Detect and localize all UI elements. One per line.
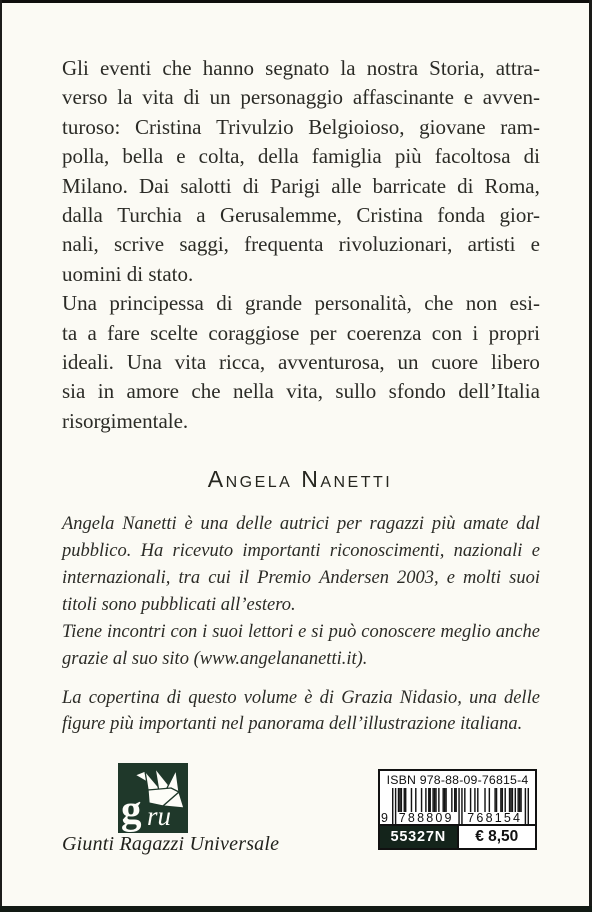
isbn-label: ISBN 978-88-09-76815-4	[386, 773, 529, 787]
text-line: dalla Turchia a Gerusalemme, Cristina fonda gior-	[62, 203, 540, 228]
author-bio	[62, 511, 540, 672]
scan-edge-left	[0, 0, 2, 915]
ean-digit-group: 9	[381, 811, 391, 825]
text-line: nali, scrive saggi, frequenta rivoluzionari, artisti e	[62, 232, 540, 257]
text-line: ideali. Una vita ricca, avventurosa, un cuore libero	[62, 350, 540, 375]
product-code: 55327N	[380, 826, 457, 848]
text-line: La copertina di questo volume è di Grazia Nidasio, una delle	[62, 688, 540, 708]
text-line: Tiene incontri con i suoi lettori e si può conoscere meglio anche	[62, 621, 540, 642]
barcode-footer	[380, 824, 535, 848]
text-line: figure più importanti nel panorama dell’illustrazione italiana.	[62, 714, 523, 734]
text-line: polla, bella e colta, della famiglia più facoltosa di	[62, 144, 540, 169]
logo-letter-g: g	[121, 786, 142, 832]
text-line: internazionali, tra cui il Premio Andersen 2003, e molti suoi	[62, 567, 540, 588]
logo-letters-ru: ru	[147, 801, 172, 831]
text-line: Gli eventi che hanno segnato la nostra Storia, attra-	[62, 56, 540, 80]
ean-digit-group: 788809	[398, 811, 454, 825]
text-line: pubblico. Ha ricevuto importanti riconoscimenti, nazionali e	[62, 540, 540, 561]
text-line: Angela Nanetti è una delle autrici per ragazzi più amate dal	[62, 514, 540, 534]
text-line: ta a fare scelte coraggiose per coerenza con i propri	[62, 320, 540, 345]
ean-digits	[381, 811, 529, 825]
text-line: risorgimentale.	[62, 408, 189, 433]
text-line: grazie al suo sito (www.angelananetti.it).	[62, 648, 368, 669]
ean-digit-group: 768154	[467, 811, 523, 825]
text-line: turoso: Cristina Trivulzio Belgioioso, giovane ram-	[62, 114, 540, 139]
imprint-label: Giunti Ragazzi Universale	[62, 833, 280, 855]
text-line: titoli sono pubblicati all’estero.	[62, 594, 296, 615]
text-line: uomini di stato.	[62, 261, 194, 286]
text-line: Una principessa di grande personalità, che non esi-	[62, 291, 540, 316]
scan-margin-right	[592, 0, 600, 915]
blurb-text	[62, 54, 540, 436]
barcode-box	[378, 769, 537, 850]
barcode-bars-area	[380, 788, 535, 824]
text-line: verso la vita di un personaggio affascinante e avven-	[62, 85, 540, 110]
publisher-logo	[118, 763, 188, 833]
scan-edge-top	[0, 0, 600, 3]
text-line: Milano. Dai salotti di Parigi alle barricate di Roma,	[62, 173, 540, 198]
cover-illustrator-note	[62, 685, 540, 737]
author-heading: Angela Nanetti	[207, 466, 393, 492]
text-line: sia in amore che nella vita, sullo sfondo dell’Italia	[62, 379, 540, 404]
price-label: € 8,50	[457, 826, 536, 848]
